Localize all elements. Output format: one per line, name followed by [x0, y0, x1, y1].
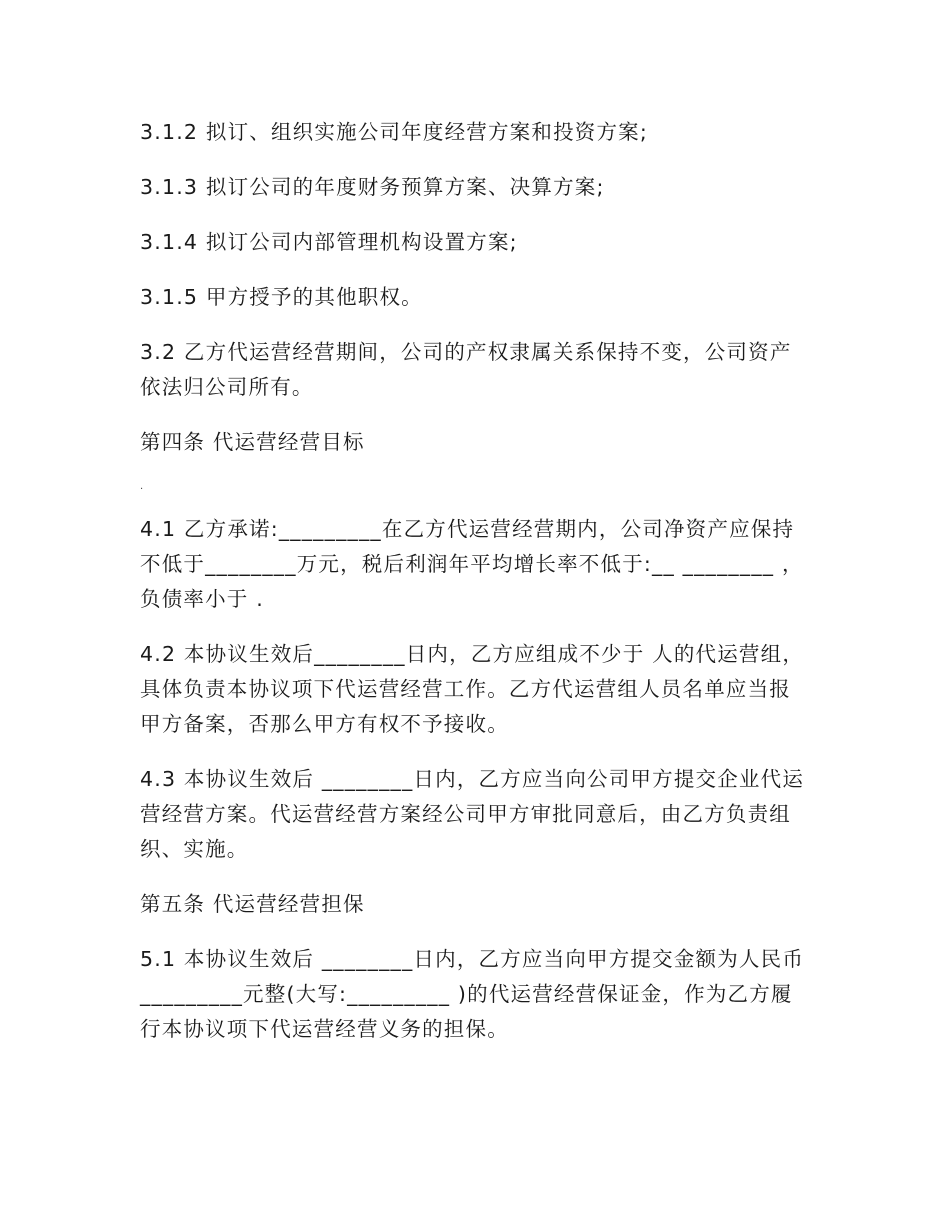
document-page	[140, 115, 812, 1067]
clause-4-1: 4.1 乙方承诺:_________在乙方代运营经营期内，公司净资产应保持不低于________万元，税后利润年平均增长率不低于:__ ________ ，负债率小于 .	[140, 517, 804, 611]
article-4-heading: 第四条 代运营经营目标	[140, 430, 365, 454]
clause-3-1-2: 3.1.2 拟订、组织实施公司年度经营方案和投资方案;	[140, 120, 648, 144]
clause-3-1-4: 3.1.4 拟订公司内部管理机构设置方案;	[140, 230, 518, 254]
clause-4-2: 4.2 本协议生效后________日内，乙方应组成不少于 人的代运营组，具体负责本协议项下代运营经营工作。乙方代运营组人员名单应当报甲方备案，否那么甲方有权不予接收。	[140, 642, 805, 736]
clause-5-1: 5.1 本协议生效后 ________日内，乙方应当向甲方提交金额为人民币_________元整(大写:_________ )的代运营经营保证金，作为乙方履行本协议项下代运营经营义务的担保。	[140, 947, 805, 1041]
clause-3-1-5: 3.1.5 甲方授予的其他职权。	[140, 285, 423, 309]
clause-4-3: 4.3 本协议生效后 ________日内，乙方应当向公司甲方提交企业代运营经营方案。代运营经营方案经公司甲方审批同意后，由乙方负责组织、实施。	[140, 767, 805, 861]
stray-dot-mark: .	[140, 481, 144, 492]
clause-3-2: 3.2 乙方代运营经营期间，公司的产权隶属关系保持不变，公司资产依法归公司所有。	[140, 340, 792, 399]
clause-3-1-3: 3.1.3 拟订公司的年度财务预算方案、决算方案;	[140, 175, 605, 199]
article-5-heading: 第五条 代运营经营担保	[140, 892, 365, 916]
